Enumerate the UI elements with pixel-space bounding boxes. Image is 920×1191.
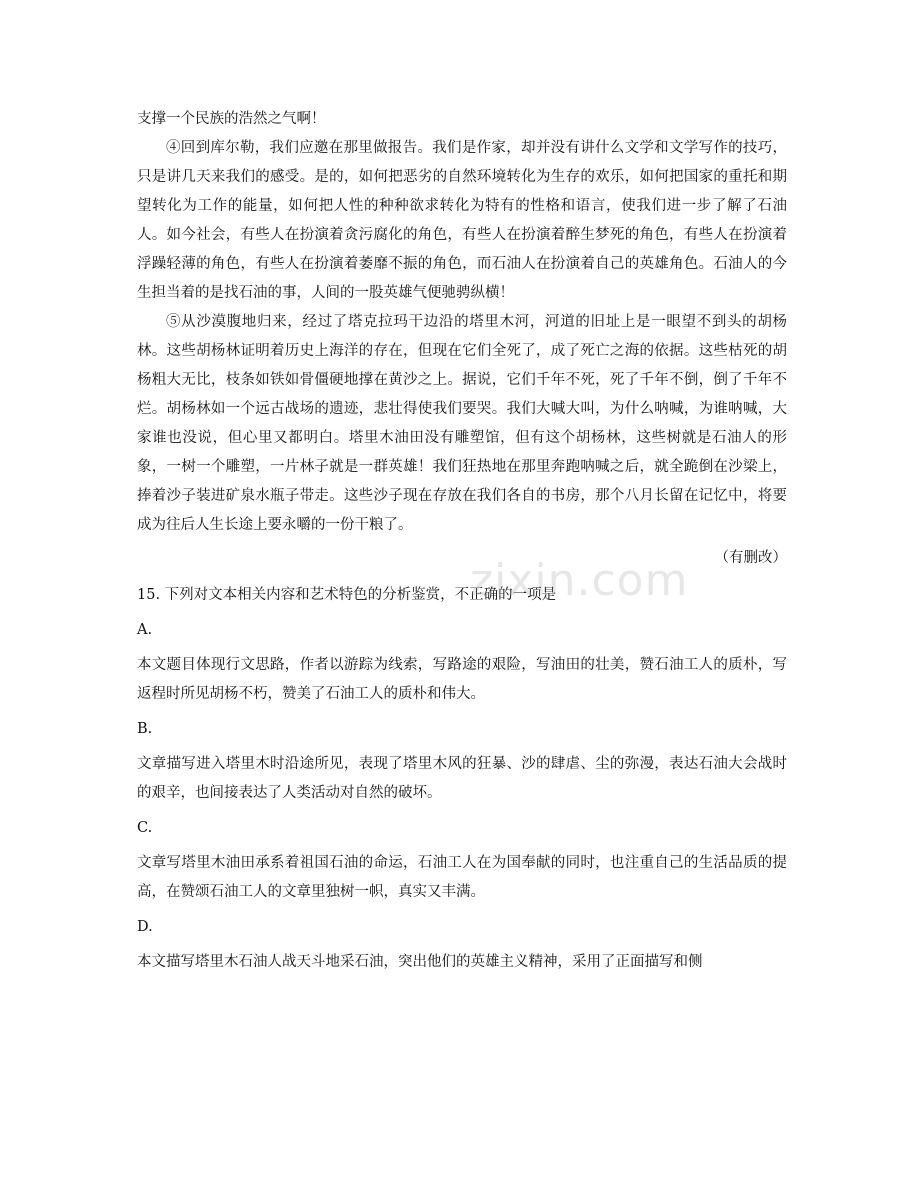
option-a-label: A. <box>137 622 153 638</box>
option-a-text: 本文题目体现行文思路，作者以游踪为线索，写路途的艰险，写油田的壮美，赞石油工人的质朴，写返程时所见胡杨不朽，赞美了石油工人的质朴和伟大。 <box>137 657 787 702</box>
option-b-text: 文章描写进入塔里木时沿途所见，表现了塔里木风的狂暴、沙的肆虐、尘的弥漫，表达石油大会战时的艰辛，也间接表达了人类活动对自然的破坏。 <box>137 756 787 801</box>
watermark: zixin.com <box>470 555 689 606</box>
option-d-text: 本文描写塔里木石油人战天斗地采石油，突出他们的英雄主义精神，采用了正面描写和侧 <box>137 954 703 970</box>
option-c-text: 文章写塔里木油田承系着祖国石油的命运，石油工人在为国奉献的同时，也注重自己的生活品质的提高，在赞颂石油工人的文章里独树一帜，真实又丰满。 <box>137 855 787 900</box>
option-c-label: C. <box>137 820 153 836</box>
question-stem: 15. 下列对文本相关内容和艺术特色的分析鉴赏，不正确的一项是 <box>137 587 557 603</box>
option-d-label: D. <box>137 919 153 935</box>
passage-paragraph-5: ⑤从沙漠腹地归来，经过了塔克拉玛干边沿的塔里木河，河道的旧址上是一眼望不到头的胡杨林。这些胡杨林证明着历史上海洋的存在，但现在它们全死了，成了死亡之海的依据。这些枯死的胡杨粗大无比，枝条如铁如骨僵硬地撑在黄沙之上。据说，它们千年不死，死了千年不倒，倒了千年不烂。胡杨林如一个远古战场的遗迹，悲壮得使我们要哭。我们大喊大叫，为什么呐喊，为谁呐喊，大家谁也没说，但心里又都明白。塔里木油田没有雕塑馆，但有这个胡杨林，这些树就是石油人的形象，一树一个雕塑，一片林子就是一群英雄！我们狂热地在那里奔跑呐喊之后，就全跪倒在沙梁上，捧着沙子装进矿泉水瓶子带走。这些沙子现在存放在我们各自的书房，那个八月长留在记忆中，将要成为往后人生长途上要永嚼的一份干粮了。 <box>137 314 787 533</box>
passage-intro-line: 支撑一个民族的浩然之气啊！ <box>137 111 326 127</box>
source-note: （有删改） <box>714 550 787 566</box>
option-b-label: B. <box>137 721 153 737</box>
passage-paragraph-4: ④回到库尔勒，我们应邀在那里做报告。我们是作家，却并没有讲什么文学和文学写作的技巧，只是讲几天来我们的感受。是的，如何把恶劣的自然环境转化为生存的欢乐，如何把国家的重托和期望转化为工作的能量，如何把人性的种种欲求转化为特有的性格和语言，使我们进一步了解了石油人。如今社会，有些人在扮演着贪污腐化的角色，有些人在扮演着醉生梦死的角色，有些人在扮演着浮躁轻薄的角色，有些人在扮演着萎靡不振的角色，而石油人在扮演着自己的英雄角色。石油人的今生担当着的是找石油的事，人间的一股英雄气便驰骋纵横！ <box>137 140 787 301</box>
document-content <box>137 105 787 977</box>
